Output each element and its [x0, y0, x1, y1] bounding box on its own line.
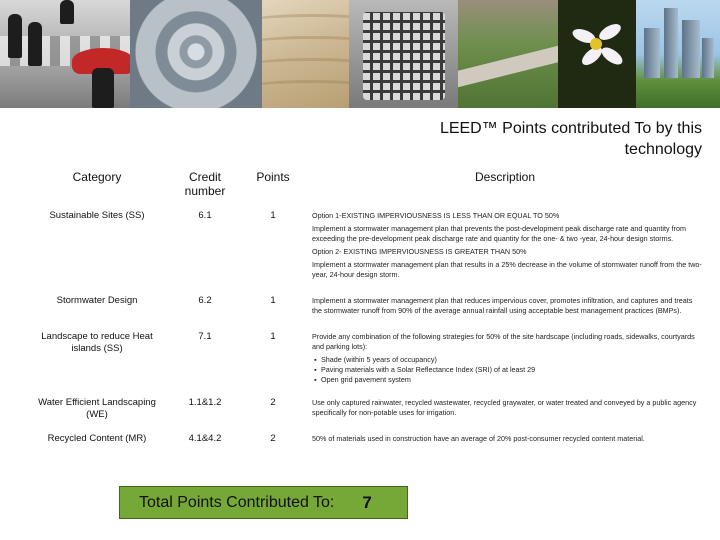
row-category: Water Efficient Landscaping (WE) [38, 397, 156, 420]
leed-points-table [24, 166, 704, 453]
header-description: Description [474, 170, 536, 184]
bullet-text: Open grid pavement system [321, 375, 411, 384]
row-credit: 6.1 [198, 210, 212, 221]
bullet-item [312, 375, 702, 385]
photo-city-skyline [636, 0, 720, 108]
row-points: 1 [270, 331, 276, 342]
bullet-icon: ▪ [314, 365, 317, 374]
description-text: Use only captured rainwater, recycled wastewater, recycled graywater, or water treated and conveyed by a public agency specifically for non-potable uses for irrigation. [312, 398, 697, 417]
total-points-value: 7 [362, 492, 372, 512]
row-category: Stormwater Design [56, 295, 138, 306]
row-credit: 1.1&1.2 [188, 397, 222, 408]
table-header-row [24, 166, 704, 204]
row-credit: 4.1&4.2 [188, 433, 222, 444]
total-points-label: Total Points Contributed To: [139, 493, 335, 511]
photo-banner [0, 0, 720, 108]
row-points: 1 [270, 210, 276, 221]
photo-iris-flower [558, 0, 636, 108]
row-points: 2 [270, 397, 276, 408]
photo-grid-paver-block [349, 0, 458, 108]
option-2-text: Implement a stormwater management plan that results in a 25% decrease in the volume of stormwater runoff from the two-year, 24-hour design storm. [312, 260, 702, 279]
row-category: Sustainable Sites (SS) [49, 210, 145, 221]
option-2-title: Option 2- EXISTING IMPERVIOUSNESS IS GREATER THAN 50% [312, 247, 527, 256]
row-category: Landscape to reduce Heat islands (SS) [41, 331, 153, 354]
table-row [24, 204, 704, 289]
row-description [306, 204, 704, 289]
table-row [24, 289, 704, 325]
option-1-text: Implement a stormwater management plan that prevents the post-development peak discharge rate and quantity from exceeding the pre-development peak discharge rate and quantity for the one- & two -year, 24-hour design storms. [312, 224, 686, 243]
description-text: Implement a stormwater management plan that reduces impervious cover, promotes infiltration, and captures and treats the stormwater runoff from 90% of the average annual rainfall using acceptable best management practices (BMPs). [312, 296, 693, 315]
bullet-text: Shade (within 5 years of occupancy) [321, 355, 437, 364]
row-description [306, 289, 704, 325]
row-credit: 7.1 [198, 331, 212, 342]
row-credit: 6.2 [198, 295, 212, 306]
bullet-icon: ▪ [314, 355, 317, 364]
row-points: 2 [270, 433, 276, 444]
row-description [306, 391, 704, 427]
table-row [24, 391, 704, 427]
header-points: Points [256, 170, 290, 184]
row-category: Recycled Content (MR) [47, 433, 147, 444]
row-description [306, 427, 704, 453]
description-text: Provide any combination of the following strategies for 50% of the site hardscape (including roads, sidewalks, courtyards and parking lots): [312, 332, 695, 351]
bullet-item [312, 365, 702, 375]
row-description [306, 325, 704, 391]
header-category: Category [72, 170, 122, 184]
photo-water-droplet [130, 0, 262, 108]
table-row [24, 427, 704, 453]
bullet-item [312, 355, 702, 365]
photo-bioswale-curb [458, 0, 558, 108]
header-credit-number: Credit number [184, 170, 226, 198]
total-points-box [119, 486, 408, 519]
row-points: 1 [270, 295, 276, 306]
description-text: 50% of materials used in construction have an average of 20% post-consumer recycled content material. [312, 434, 645, 443]
bullet-text: Paving materials with a Solar Reflectance Index (SRI) of at least 29 [321, 365, 536, 374]
table-row [24, 325, 704, 391]
bullet-icon: ▪ [314, 375, 317, 384]
photo-sand-ripples [262, 0, 349, 108]
slide-heading: LEED™ Points contributed To by this technology [439, 120, 702, 158]
option-1-title: Option 1-EXISTING IMPERVIOUSNESS IS LESS THAN OR EQUAL TO 50% [312, 211, 560, 220]
photo-pedestrians-umbrella [0, 0, 130, 108]
